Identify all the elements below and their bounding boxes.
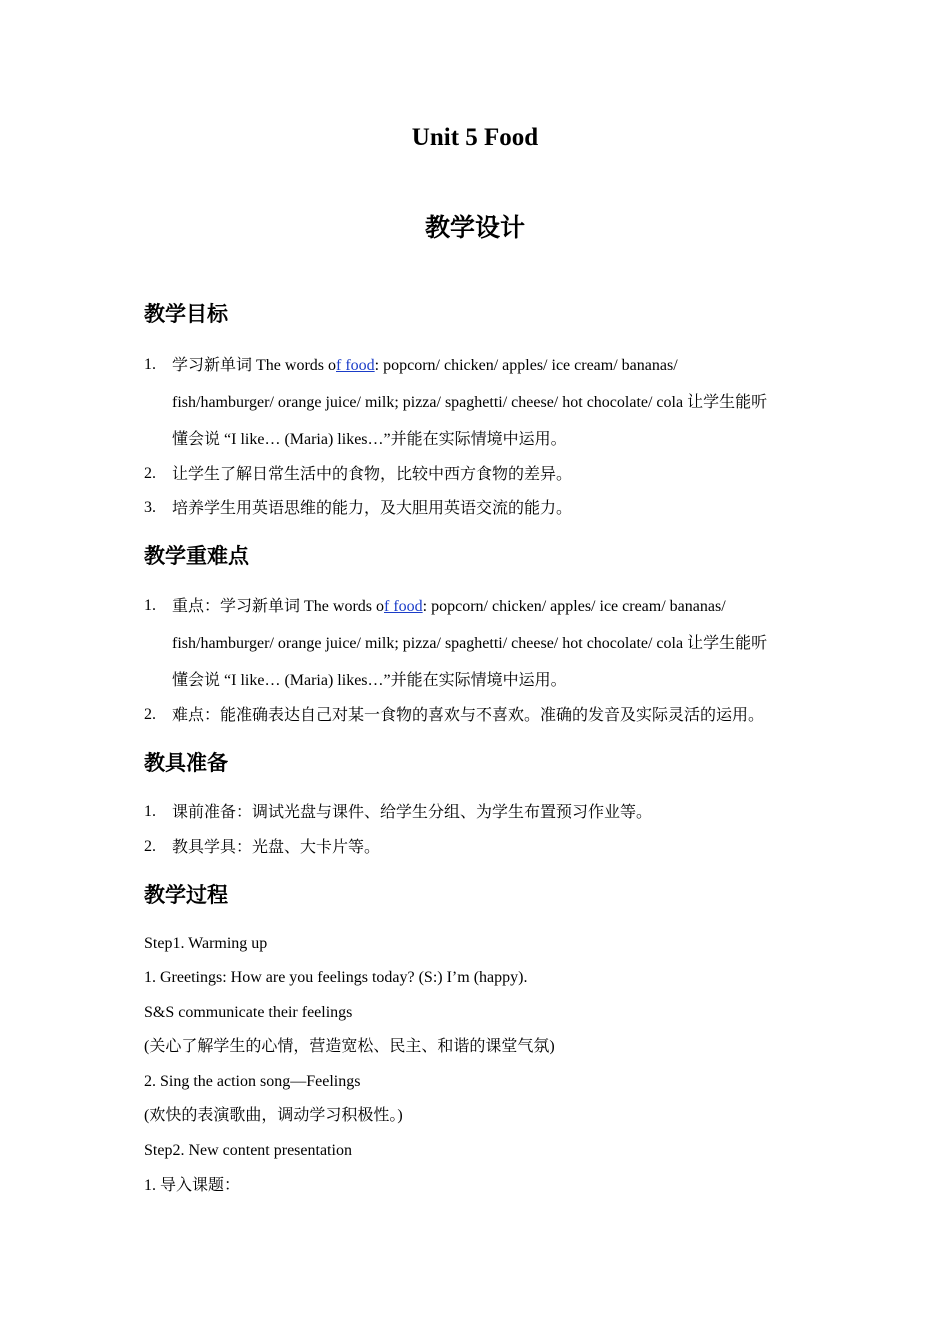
text-segment: 1. 导入课题： — [144, 1177, 241, 1194]
list-number: 1. — [144, 597, 156, 614]
section-heading-materials: 教具准备 — [144, 751, 228, 775]
process-line: 2. Sing the action song—Feelings — [144, 1073, 361, 1090]
list-item-line — [172, 429, 567, 450]
document-title: Unit 5 Food — [411, 124, 539, 151]
process-line: S&S communicate their feelings — [144, 1004, 353, 1021]
list-number: 1. — [144, 356, 156, 373]
list-item-line — [172, 355, 678, 376]
list-item-text: 教具学具：光盘、大卡片等。 — [172, 837, 381, 856]
list-number: 1. — [144, 803, 156, 820]
section-heading-process: 教学过程 — [144, 883, 228, 907]
list-item-line — [172, 633, 767, 654]
text-segment: “I like… (Maria) likes…” — [220, 431, 391, 448]
list-number: 2. — [144, 465, 156, 482]
text-segment: 懂会说 — [172, 429, 221, 448]
text-segment: 重点：学习新单词 — [172, 596, 301, 615]
text-segment: 让学生能听 — [687, 392, 768, 411]
text-segment: 并能在实际情境中运用。 — [390, 670, 567, 689]
section-heading-objectives: 教学目标 — [144, 302, 228, 326]
text-segment: “I like… (Maria) likes…” — [220, 672, 391, 689]
food-link[interactable]: f food — [336, 357, 375, 374]
document-subtitle: 教学设计 — [424, 213, 525, 242]
process-line: (欢快的表演歌曲，调动学习积极性。) — [144, 1107, 403, 1124]
text-segment: 并能在实际情境中运用。 — [390, 429, 567, 448]
food-link[interactable]: f food — [384, 598, 423, 615]
list-item-text: 课前准备：调试光盘与课件、给学生分组、为学生布置预习作业等。 — [172, 802, 653, 821]
text-segment: 学习新单词 — [172, 355, 253, 374]
text-segment: 让学生能听 — [687, 633, 768, 652]
text-segment: : popcorn/ chicken/ apples/ ice cream/ bananas/ — [422, 598, 726, 615]
text-segment: fish/hamburger/ orange juice/ milk; pizza/ spaghetti/ cheese/ hot chocolate/ cola — [172, 635, 688, 652]
process-line — [144, 1176, 240, 1196]
list-item-line — [172, 670, 567, 691]
text-segment: The words o — [300, 598, 384, 615]
text-segment: 懂会说 — [172, 670, 221, 689]
list-item-line — [172, 596, 726, 617]
list-item-text: 培养学生用英语思维的能力，及大胆用英语交流的能力。 — [172, 498, 573, 517]
list-item-line — [172, 392, 767, 413]
list-number: 2. — [144, 838, 156, 855]
process-line: Step2. New content presentation — [144, 1142, 352, 1159]
process-line: 1. Greetings: How are you feelings today? (S:) I’m (happy). — [144, 969, 528, 986]
list-item-text: 难点：能准确表达自己对某一食物的喜欢与不喜欢。准确的发音及实际灵活的运用。 — [172, 705, 765, 724]
list-item-text: 让学生了解日常生活中的食物，比较中西方食物的差异。 — [172, 464, 573, 483]
process-line: Step1. Warming up — [144, 935, 268, 952]
list-number: 2. — [144, 706, 156, 723]
text-segment: : popcorn/ chicken/ apples/ ice cream/ bananas/ — [374, 357, 678, 374]
text-segment: The words o — [252, 357, 336, 374]
text-segment: fish/hamburger/ orange juice/ milk; pizza/ spaghetti/ cheese/ hot chocolate/ cola — [172, 394, 688, 411]
process-line: (关心了解学生的心情，营造宽松、民主、和谐的课堂气氛) — [144, 1038, 555, 1055]
list-number: 3. — [144, 499, 156, 516]
section-heading-key-points: 教学重难点 — [144, 544, 249, 568]
